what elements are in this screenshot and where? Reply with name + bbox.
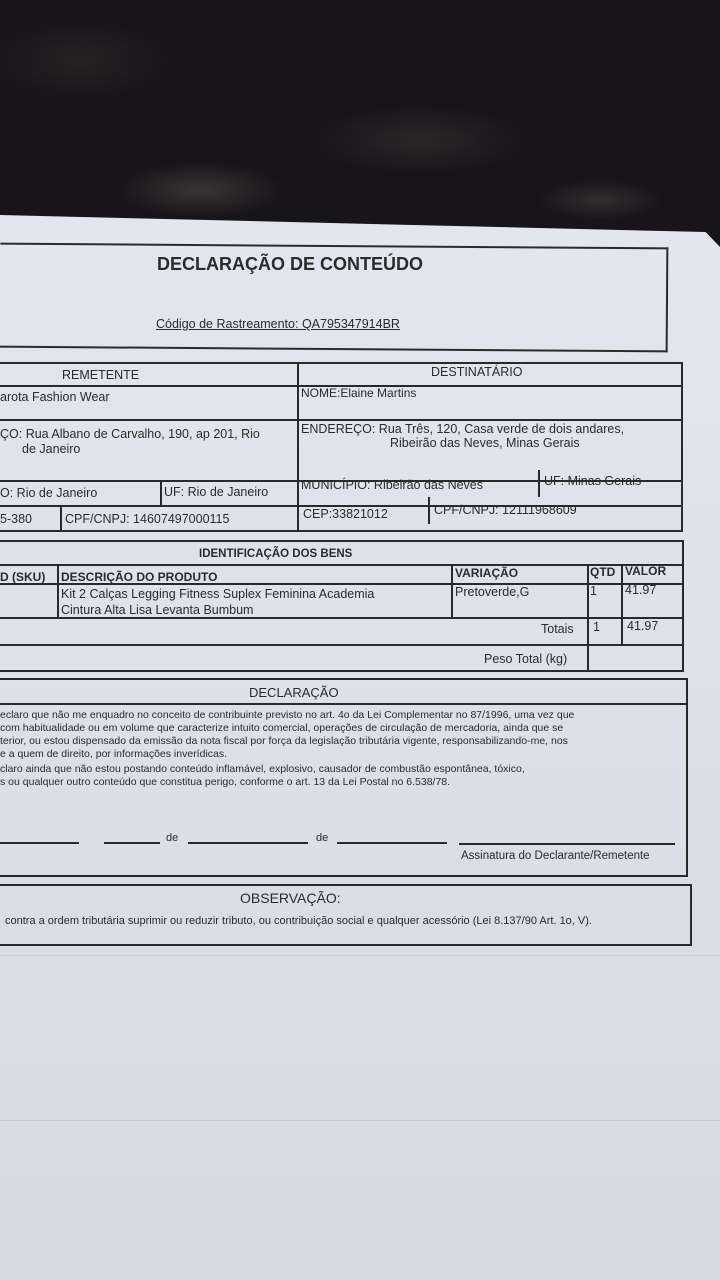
remetente-cep: 5-380 <box>0 512 32 526</box>
remetente-uf: UF: Rio de Janeiro <box>164 485 269 499</box>
cell-line <box>428 497 430 524</box>
destinatario-cpf: CPF/CNPJ: 12111968609 <box>434 503 577 517</box>
row-line <box>0 564 684 566</box>
remetente-header: REMETENTE <box>62 368 140 382</box>
cell-line <box>57 565 59 617</box>
observacao-text: contra a ordem tributária suprimir ou reduzir tributo, ou contribuição social e qualquer acessório (Lei 8.137/90 Art. 1o, V). <box>5 915 592 927</box>
declaracao-header: DECLARAÇÃO <box>249 685 339 700</box>
tracking-label-text: Código de Rastreamento: <box>156 317 299 331</box>
totais-qtd: 1 <box>593 620 600 634</box>
col-sku: D (SKU) <box>0 570 46 584</box>
date-month-line <box>188 842 308 844</box>
address-divider <box>297 362 299 532</box>
row-line <box>0 419 683 421</box>
document-title: DECLARAÇÃO DE CONTEÚDO <box>157 254 424 274</box>
item-variacao: Pretoverde,G <box>455 585 530 599</box>
totais-valor: 41.97 <box>627 619 659 633</box>
fabric-background <box>0 0 720 250</box>
cell-line <box>60 505 62 532</box>
declaracao-line: s ou qualquer outro conteúdo que constitua perigo, conforme o art. 13 da Lei Postal no 6.538/78. <box>0 776 451 788</box>
paper-fold <box>0 955 720 956</box>
destinatario-endereco: ENDEREÇO: Rua Três, 120, Casa verde de dois andares, <box>301 422 625 436</box>
cell-line <box>160 480 162 505</box>
item-qtd: 1 <box>590 584 597 598</box>
declaracao-line: eclaro que não me enquadro no conceito de contribuinte previsto no art. 4o da Lei Complementar no 87/1996, uma vez que <box>0 709 575 721</box>
remetente-nome: arota Fashion Wear <box>0 390 110 404</box>
remetente-endereco: ÇO: Rua Albano de Carvalho, 190, ap 201, Rio <box>0 427 260 441</box>
signature-line <box>459 843 675 845</box>
assinatura-label: Assinatura do Declarante/Remetente <box>461 850 650 862</box>
remetente-endereco-2: de Janeiro <box>22 442 81 456</box>
declaracao-line: terior, ou estou dispensado da emissão da nota fiscal por força da legislação tributária vigente, responsabilizando-me, nos <box>0 735 568 747</box>
observacao-header: OBSERVAÇÃO: <box>240 890 341 906</box>
declaracao-line: e a quem de direito, por informações inverídicas. <box>0 748 228 760</box>
col-variacao: VARIAÇÃO <box>455 566 519 580</box>
destinatario-municipio: MUNICÍPIO: Ribeirão das Neves <box>301 478 484 492</box>
cell-line <box>451 565 453 617</box>
remetente-cpf: CPF/CNPJ: 14607497000115 <box>65 512 230 526</box>
row-line <box>0 617 684 619</box>
tracking-code: QA795347914BR <box>301 317 400 331</box>
date-year-line <box>337 842 447 844</box>
cell-line <box>538 470 540 497</box>
item-descricao: Kit 2 Calças Legging Fitness Suplex Feminina Academia <box>61 587 375 601</box>
item-valor: 41.97 <box>625 583 657 597</box>
de-label: de <box>316 832 329 844</box>
cell-line <box>587 565 589 672</box>
totais-label: Totais <box>541 622 574 636</box>
date-day-line <box>0 842 79 844</box>
tracking-label <box>156 317 400 331</box>
declaracao-line: com habitualidade ou em volume que caracterize intuito comercial, operações de circulação de mercadoria, ainda que se <box>0 722 564 734</box>
date-line <box>104 842 160 844</box>
destinatario-nome: NOME:Elaine Martins <box>301 386 417 400</box>
col-valor: VALOR <box>625 564 667 578</box>
destinatario-header: DESTINATÁRIO <box>431 365 523 379</box>
peso-label: Peso Total (kg) <box>484 652 568 666</box>
item-descricao-2: Cintura Alta Lisa Levanta Bumbum <box>61 603 254 617</box>
remetente-municipio: O: Rio de Janeiro <box>0 486 98 500</box>
destinatario-cep: CEP:33821012 <box>303 507 388 521</box>
paper-fold <box>0 1120 720 1121</box>
row-line <box>0 703 688 705</box>
col-descricao: DESCRIÇÃO DO PRODUTO <box>61 570 218 584</box>
de-label: de <box>166 832 179 844</box>
row-line <box>0 644 684 646</box>
col-qtd: QTD <box>590 565 616 579</box>
destinatario-endereco-2: Ribeirão das Neves, Minas Gerais <box>390 436 580 450</box>
bens-header: IDENTIFICAÇÃO DOS BENS <box>199 548 353 560</box>
declaracao-line: claro ainda que não estou postando conteúdo inflamável, explosivo, causador de combustão espontânea, tóxico, <box>0 763 525 775</box>
cell-line <box>621 565 623 645</box>
destinatario-uf: UF: Minas Gerais <box>544 474 642 488</box>
